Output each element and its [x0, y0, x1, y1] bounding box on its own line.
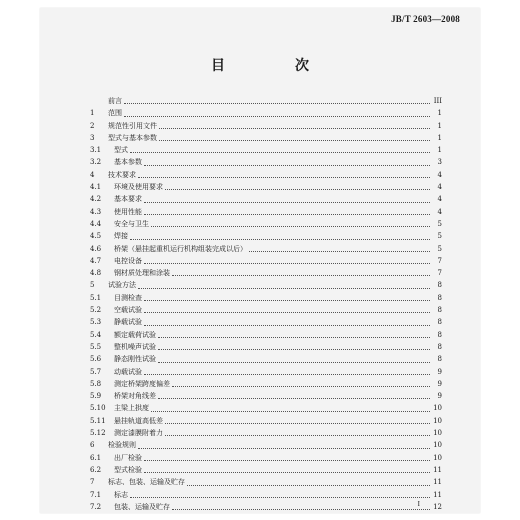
toc-entry-title: 整机噪声试验 — [114, 342, 156, 351]
toc-entry-page: 11 — [433, 478, 442, 487]
toc-entry-page: 1 — [437, 109, 442, 118]
toc-leader-dots — [158, 349, 430, 350]
toc-entry-page: 3 — [437, 158, 442, 167]
toc-entry-number: 4.4 — [90, 219, 102, 228]
toc-entry-title: 技术要求 — [108, 170, 136, 179]
toc-entry-page: 1 — [437, 133, 442, 142]
toc-entry — [90, 230, 442, 242]
toc-leader-dots — [130, 152, 430, 153]
toc-entry-title: 静载试验 — [114, 318, 142, 327]
toc-entry-page: 10 — [433, 453, 442, 462]
toc-entry-number: 7.2 — [90, 502, 102, 511]
toc-entry-title: 出厂检验 — [114, 453, 142, 462]
toc-leader-dots — [249, 251, 430, 252]
toc-entry-page: 9 — [437, 367, 442, 376]
toc-entry-number: 5.12 — [90, 429, 106, 438]
toc-leader-dots — [144, 472, 430, 473]
toc-entry — [90, 107, 442, 119]
toc-leader-dots — [158, 337, 430, 338]
toc-entry-title: 检验规则 — [108, 441, 136, 450]
toc-leader-dots — [144, 325, 430, 326]
toc-entry — [90, 218, 442, 230]
toc-entry-page: 5 — [437, 219, 442, 228]
toc-entry — [90, 156, 442, 168]
toc-entry — [90, 378, 442, 390]
toc-entry-title: 包装、运输及贮存 — [114, 502, 170, 511]
toc-entry-page: 5 — [437, 232, 442, 241]
toc-leader-dots — [124, 116, 430, 117]
toc-leader-dots — [138, 448, 430, 449]
toc-entry-title: 前言 — [108, 97, 122, 105]
toc-entry-page: 8 — [437, 355, 442, 364]
toc-entry-title: 空载试验 — [114, 306, 142, 315]
toc-leader-dots — [144, 300, 430, 301]
toc-entry-number: 6 — [90, 441, 95, 450]
toc-entry-page: 1 — [437, 121, 442, 130]
toc-entry — [90, 120, 442, 132]
toc-entry-number: 4.5 — [90, 232, 102, 241]
toc-entry-number: 7.1 — [90, 490, 102, 499]
toc-entry-number: 5.6 — [90, 355, 102, 364]
toc-entry-number: 3.1 — [90, 146, 102, 155]
toc-entry-title: 桥架（悬挂起重机运行机构组装完成以后） — [114, 244, 247, 253]
toc-entry-page: 4 — [437, 183, 442, 192]
toc-entry-page: 10 — [433, 441, 442, 450]
page-number: I — [417, 500, 420, 508]
toc-entry — [90, 452, 442, 464]
toc-entry-page: 5 — [437, 244, 442, 253]
toc-entry-page: 10 — [433, 429, 442, 438]
toc-entry — [90, 353, 442, 365]
toc-entry-number: 5.10 — [90, 404, 106, 413]
toc-entry-page: 10 — [433, 416, 442, 425]
toc-entry-page: 7 — [437, 269, 442, 278]
toc-entry-title: 型式 — [114, 146, 128, 155]
toc-entry-number: 4.3 — [90, 207, 102, 216]
toc-entry — [90, 255, 442, 267]
toc-entry — [90, 489, 442, 501]
toc-leader-dots — [172, 509, 430, 510]
toc-entry-number: 4.1 — [90, 183, 102, 192]
toc-entry-page: 8 — [437, 306, 442, 315]
toc-leader-dots — [159, 128, 430, 129]
toc-entry-page: 8 — [437, 342, 442, 351]
toc-entry-page: 12 — [433, 502, 442, 511]
toc-entry-number: 5 — [90, 281, 95, 290]
toc-entry — [90, 366, 442, 378]
toc-entry-number: 5.3 — [90, 318, 102, 327]
toc-leader-dots — [151, 411, 430, 412]
toc-leader-dots — [158, 398, 430, 399]
toc-entry-page: 9 — [437, 379, 442, 388]
toc-entry-page: 11 — [433, 490, 442, 499]
document-code: JB/T 2603—2008 — [391, 14, 460, 24]
toc-entry-number: 5.8 — [90, 379, 102, 388]
table-of-contents — [90, 95, 442, 513]
document-page — [40, 8, 480, 513]
toc-entry-number: 5.5 — [90, 342, 102, 351]
toc-entry — [90, 144, 442, 156]
toc-entry-title: 型式检验 — [114, 465, 142, 474]
toc-entry-page: 4 — [437, 170, 442, 179]
toc-entry — [90, 341, 442, 353]
toc-leader-dots — [144, 263, 430, 264]
toc-entry — [90, 316, 442, 328]
toc-title: 目 次 — [211, 58, 337, 74]
toc-entry — [90, 464, 442, 476]
toc-entry-number: 5.11 — [90, 416, 106, 425]
toc-leader-dots — [144, 460, 430, 461]
toc-leader-dots — [144, 374, 430, 375]
toc-leader-dots — [151, 226, 430, 227]
toc-entry — [90, 476, 442, 488]
toc-entry-page: 1 — [437, 146, 442, 155]
toc-leader-dots — [172, 386, 430, 387]
toc-entry-title: 基本参数 — [114, 158, 142, 167]
toc-entry-title: 悬挂轨道高低差 — [114, 416, 163, 425]
toc-entry-title: 基本要求 — [114, 195, 142, 204]
toc-leader-dots — [130, 239, 430, 240]
toc-entry-title: 测定桥架跨度偏差 — [114, 379, 170, 388]
toc-entry-page: 8 — [437, 318, 442, 327]
toc-entry-title: 范围 — [108, 109, 122, 118]
toc-entry — [90, 415, 442, 427]
toc-leader-dots — [165, 189, 430, 190]
toc-leader-dots — [138, 288, 430, 289]
toc-entry-title: 环境及使用要求 — [114, 183, 163, 192]
toc-entry-title: 使用性能 — [114, 207, 142, 216]
toc-entry-number: 5.1 — [90, 293, 102, 302]
toc-entry — [90, 132, 442, 144]
toc-entry-number: 4.2 — [90, 195, 102, 204]
toc-entry — [90, 206, 442, 218]
toc-leader-dots — [130, 497, 430, 498]
toc-entry-number: 1 — [90, 109, 95, 118]
toc-entry-number: 5.2 — [90, 306, 102, 315]
toc-leader-dots — [187, 485, 430, 486]
toc-entry-title: 钢材质处理和涂装 — [114, 269, 170, 278]
toc-entry — [90, 181, 442, 193]
toc-leader-dots — [124, 103, 430, 104]
toc-entry — [90, 267, 442, 279]
toc-entry-number: 7 — [90, 478, 95, 487]
toc-entry-page: 8 — [437, 281, 442, 290]
toc-entry-page: 4 — [437, 195, 442, 204]
toc-entry-title: 动载试验 — [114, 367, 142, 376]
toc-entry-title: 规范性引用文件 — [108, 121, 157, 130]
toc-entry-page: 8 — [437, 293, 442, 302]
toc-leader-dots — [144, 312, 430, 313]
toc-entry-page: 9 — [437, 392, 442, 401]
toc-leader-dots — [144, 165, 430, 166]
toc-leader-dots — [144, 214, 430, 215]
toc-entry-number: 3.2 — [90, 158, 102, 167]
toc-entry — [90, 243, 442, 255]
toc-entry-number: 2 — [90, 121, 95, 130]
toc-entry — [90, 193, 442, 205]
toc-leader-dots — [172, 275, 430, 276]
toc-entry — [90, 169, 442, 181]
toc-entry-page: 7 — [437, 256, 442, 265]
toc-entry-number: 4 — [90, 170, 95, 179]
toc-entry-number: 5.9 — [90, 392, 102, 401]
toc-entry-title: 安全与卫生 — [114, 219, 149, 228]
toc-entry-title: 额定载荷试验 — [114, 330, 156, 339]
toc-entry — [90, 304, 442, 316]
toc-entry-title: 主梁上拱度 — [114, 404, 149, 413]
toc-entry — [90, 292, 442, 304]
toc-entry-title: 试验方法 — [108, 281, 136, 290]
toc-entry — [90, 329, 442, 341]
toc-entry — [90, 402, 442, 414]
toc-entry-number: 4.6 — [90, 244, 102, 253]
toc-leader-dots — [158, 362, 430, 363]
toc-entry-title: 桥架对角线差 — [114, 392, 156, 401]
toc-entry-page: III — [433, 97, 442, 105]
toc-entry-title: 标志 — [114, 490, 128, 499]
toc-leader-dots — [144, 202, 430, 203]
toc-entry-page: 10 — [433, 404, 442, 413]
toc-entry-number: 3 — [90, 133, 95, 142]
toc-entry-title: 目测检查 — [114, 293, 142, 302]
toc-entry-title: 型式与基本参数 — [108, 133, 157, 142]
toc-entry — [90, 439, 442, 451]
toc-entry-number: 6.2 — [90, 465, 102, 474]
toc-entry — [90, 501, 442, 513]
toc-entry-title: 焊接 — [114, 232, 128, 241]
toc-entry-title: 静态刚性试验 — [114, 355, 156, 364]
toc-leader-dots — [138, 177, 430, 178]
toc-entry-number: 5.4 — [90, 330, 102, 339]
toc-entry — [90, 279, 442, 291]
toc-entry-number: 6.1 — [90, 453, 102, 462]
toc-entry-title: 测定漆膜附着力 — [114, 429, 163, 438]
toc-entry-number: 5.7 — [90, 367, 102, 376]
toc-entry-title: 电控设备 — [114, 256, 142, 265]
toc-entry-page: 11 — [433, 465, 442, 474]
toc-leader-dots — [165, 435, 430, 436]
toc-entry — [90, 390, 442, 402]
toc-entry-number: 4.7 — [90, 256, 102, 265]
toc-entry — [90, 95, 442, 107]
toc-leader-dots — [165, 423, 430, 424]
toc-entry-title: 标志、包装、运输及贮存 — [108, 478, 185, 487]
toc-entry-page: 8 — [437, 330, 442, 339]
toc-entry-page: 4 — [437, 207, 442, 216]
toc-entry-number: 4.8 — [90, 269, 102, 278]
toc-entry — [90, 427, 442, 439]
toc-leader-dots — [159, 140, 430, 141]
